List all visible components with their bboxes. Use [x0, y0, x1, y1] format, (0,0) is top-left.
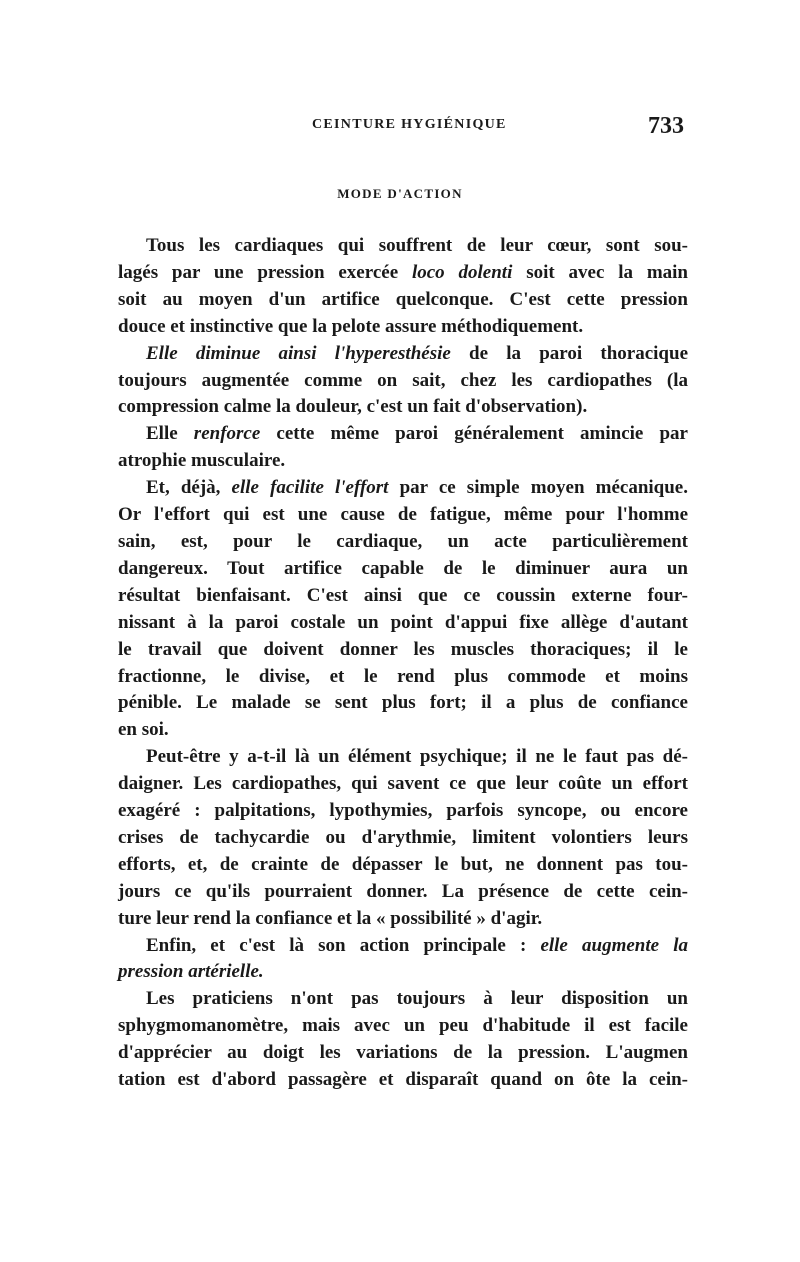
text-line: sain, est, pour le cardiaque, un acte particulièrement — [118, 530, 688, 552]
text-line: lagés par une pression exercée loco dolenti soit avec la main — [118, 261, 688, 283]
text-line: dangereux. Tout artifice capable de le diminuer aura un — [118, 557, 688, 579]
text-line: exagéré : palpitations, lypothymies, parfois syncope, ou encore — [118, 800, 688, 822]
text-line: soit au moyen d'un artifice quelconque. C'est cette pression — [118, 288, 688, 310]
text-line: résultat bienfaisant. C'est ainsi que ce coussin externe four- — [118, 584, 688, 606]
text-line: compression calme la douleur, c'est un fait d'observation). — [118, 396, 588, 418]
text-line: daigner. Les cardiopathes, qui savent ce que leur coûte un effort — [118, 773, 688, 795]
text-line: Peut-être y a-t-il là un élément psychique; il ne le faut pas dé- — [146, 746, 688, 768]
text-line: Et, déjà, elle facilite l'effort par ce simple moyen mécanique. — [146, 477, 688, 499]
text-line: Tous les cardiaques qui souffrent de leur cœur, sont sou- — [146, 235, 688, 256]
text-line: pénible. Le malade se sent plus fort; il a plus de confiance — [118, 692, 688, 714]
page-number: 733 — [648, 113, 684, 139]
text-line: crises de tachycardie ou d'arythmie, limitent volontiers leurs — [118, 826, 688, 848]
section-title: MODE D'ACTION — [337, 186, 463, 201]
text-line: douce et instinctive que la pelote assure méthodiquement. — [118, 315, 584, 337]
text-line: Elle renforce cette même paroi généralement amincie par — [146, 423, 688, 445]
running-title: CEINTURE HYGIÉNIQUE — [312, 117, 507, 132]
body-text — [118, 233, 688, 1094]
text-line: Or l'effort qui est une cause de fatigue, même pour l'homme — [118, 504, 688, 526]
text-line: pression artérielle. — [118, 961, 264, 983]
text-line: jours ce qu'ils pourraient donner. La présence de cette cein- — [118, 880, 688, 902]
text-line: Elle diminue ainsi l'hyperesthésie de la paroi thoracique — [146, 342, 688, 364]
text-line: en soi. — [118, 719, 169, 741]
text-line: le travail que doivent donner les muscles thoraciques; il le — [118, 638, 688, 660]
text-line: d'apprécier au doigt les variations de la pression. L'augmen — [118, 1042, 688, 1064]
text-line: efforts, et, de crainte de dépasser le but, ne donnent pas tou- — [118, 853, 688, 875]
running-head — [0, 113, 800, 143]
text-line: sphygmomanomètre, mais avec un peu d'habitude il est facile — [118, 1015, 688, 1037]
text-line: Enfin, et c'est là son action principale : elle augmente la — [146, 934, 688, 956]
text-line: atrophie musculaire. — [118, 450, 286, 472]
text-line: tation est d'abord passagère et disparaît quand on ôte la cein- — [118, 1069, 688, 1091]
text-line: nissant à la paroi costale un point d'appui fixe allège d'autant — [118, 611, 688, 633]
text-line: ture leur rend la confiance et la « possibilité » d'agir. — [118, 907, 543, 929]
text-line: toujours augmentée comme on sait, chez les cardiopathes (la — [118, 369, 688, 391]
text-line: Les praticiens n'ont pas toujours à leur disposition un — [146, 988, 688, 1010]
text-line: fractionne, le divise, et le rend plus commode et moins — [118, 665, 688, 687]
